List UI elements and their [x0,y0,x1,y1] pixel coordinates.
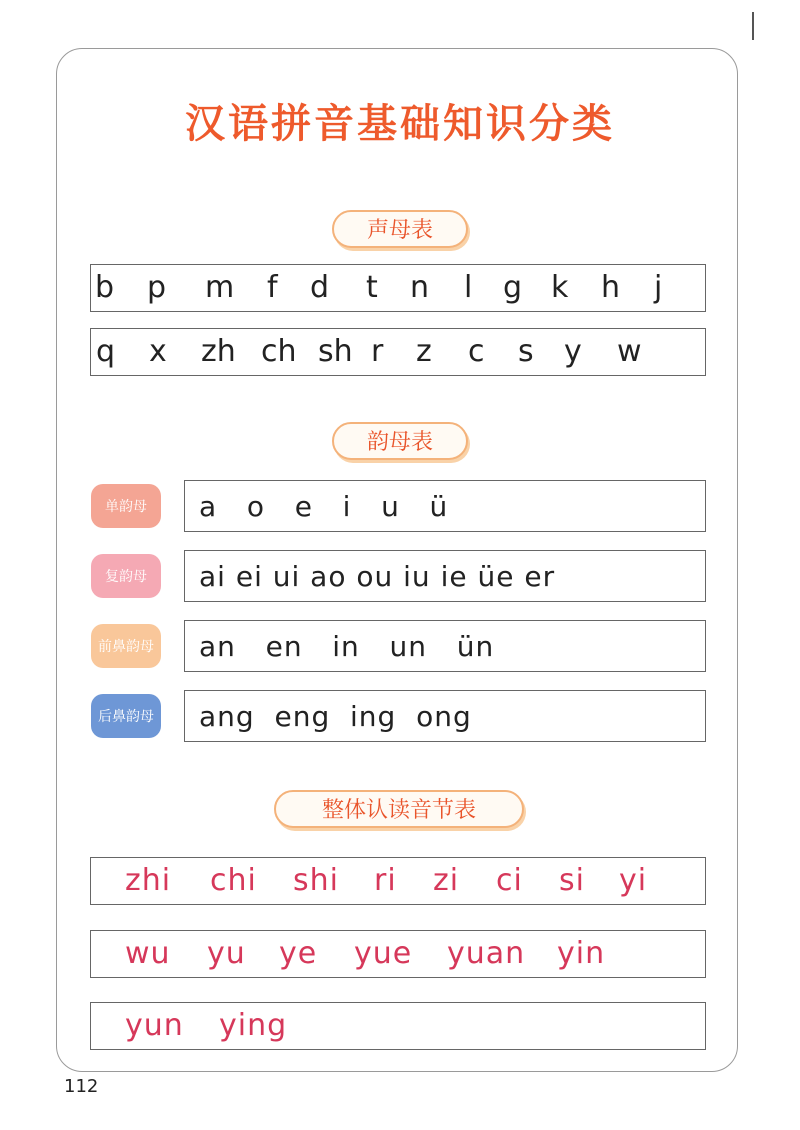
shengmu-letter: ch [261,334,297,369]
zhengti-syllable: zi [433,863,460,898]
shengmu-letter: j [654,270,663,305]
yunmu-text: an en in un ün [199,629,495,663]
yunmu-text: ang eng ing ong [199,699,472,733]
shengmu-letter: k [551,270,569,305]
shengmu-letter: t [366,270,378,305]
shengmu-letter: x [149,334,167,369]
shengmu-letter: r [371,334,384,369]
zhengti-row-3 [90,1002,706,1050]
zhengti-heading: 整体认读音节表 [274,790,524,828]
zhengti-syllable: ri [374,863,397,898]
yunmu-row-single [184,480,706,532]
shengmu-letter: l [464,270,473,305]
shengmu-letter: b [95,270,115,305]
shengmu-letter: y [564,334,582,369]
zhengti-syllable: shi [293,863,339,898]
shengmu-letter: s [518,334,534,369]
yunmu-tag-front-nasal: 前鼻韵母 [91,624,161,668]
shengmu-letter: p [147,270,167,305]
page-title: 汉语拼音基础知识分类 [185,101,615,147]
shengmu-letter: z [416,334,432,369]
zhengti-row-2 [90,930,706,978]
zhengti-syllable: ye [279,936,318,971]
shengmu-letter: g [503,270,523,305]
yunmu-row-back-nasal [184,690,706,742]
zhengti-syllable: yuan [447,936,526,971]
zhengti-syllable: zhi [125,863,172,898]
zhengti-syllable: yu [207,936,246,971]
zhengti-syllable: chi [210,863,257,898]
shengmu-letter: m [205,270,235,305]
yunmu-tag-compound: 复韵母 [91,554,161,598]
shengmu-letter: zh [201,334,236,369]
page-edge-mark [752,12,754,40]
zhengti-syllable: yin [557,936,606,971]
yunmu-row-compound [184,550,706,602]
shengmu-letter: w [617,334,642,369]
yunmu-tag-single: 单韵母 [91,484,161,528]
yunmu-text: ai ei ui ao ou iu ie üe er [199,559,556,593]
zhengti-syllable: ci [496,863,523,898]
zhengti-row-1 [90,857,706,905]
shengmu-letter: q [96,334,116,369]
yunmu-tag-back-nasal: 后鼻韵母 [91,694,161,738]
shengmu-row-1 [90,264,706,312]
yunmu-row-front-nasal [184,620,706,672]
zhengti-syllable: yue [354,936,413,971]
shengmu-row-2 [90,328,706,376]
zhengti-syllable: yi [619,863,648,898]
shengmu-letter: f [267,270,278,305]
shengmu-letter: sh [318,334,353,369]
page-number: 112 [64,1076,99,1097]
yunmu-heading: 韵母表 [332,422,468,460]
shengmu-letter: d [310,270,330,305]
zhengti-syllable: wu [125,936,171,971]
zhengti-syllable: ying [219,1008,288,1043]
shengmu-heading: 声母表 [332,210,468,248]
shengmu-letter: h [601,270,621,305]
zhengti-syllable: si [559,863,585,898]
zhengti-syllable: yun [125,1008,184,1043]
shengmu-letter: c [468,334,485,369]
yunmu-text: a o e i u ü [199,489,449,523]
shengmu-letter: n [410,270,430,305]
